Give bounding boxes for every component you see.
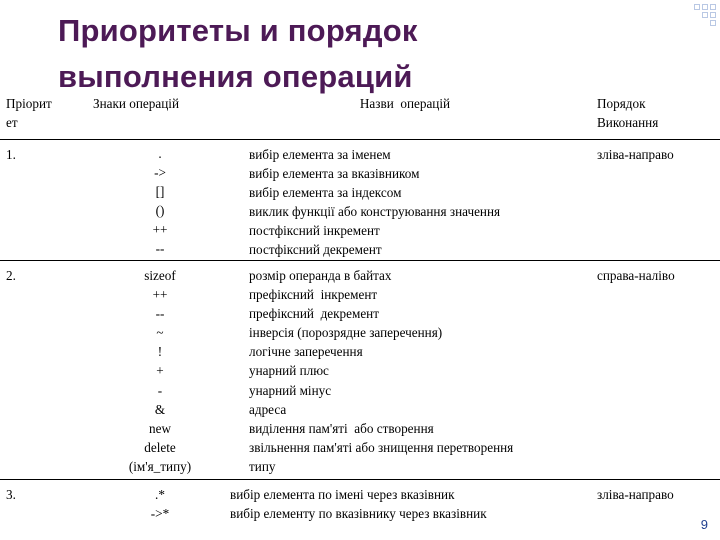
header-priority: Пріорит ет: [6, 96, 52, 131]
row-order: зліва-направо: [597, 487, 674, 502]
header-signs: Знаки операцій: [93, 96, 180, 111]
row-order: зліва-направо: [597, 147, 674, 162]
row-names: вибір елемента по імені через вказівник вибір елементу по вказівнику через вказівник: [230, 487, 487, 522]
corner-decoration: [694, 4, 716, 26]
row-order: справа-наліво: [597, 268, 675, 283]
row-names: вибір елемента за іменем вибір елемента за вказівником вибір елемента за індексом виклик функції або конструювання значення постфіксний інкремент постфіксний декремент: [249, 147, 501, 258]
row-priority: 2.: [6, 268, 16, 283]
row-signs: . -> [] () ++ --: [152, 146, 168, 257]
table-rule-header: [0, 139, 720, 140]
table-rule-row1: [0, 260, 720, 261]
row-names: розмір операнда в байтах префіксний інкремент префіксний декремент інверсія (порозрядне заперечення) логічне заперечення унарний плюс унарний мінус адреса виділення пам'яті або створення звільнення пам'яті або знищення перетворення типу: [249, 268, 514, 474]
title-line-2: выполнения операций: [58, 59, 413, 94]
header-order: Порядок Виконання: [597, 96, 659, 131]
row-signs: .* ->*: [150, 487, 170, 522]
row-signs: sizeof ++ -- ~ ! + - & new delete (ім'я_типу): [128, 268, 192, 474]
header-names: Назви операцій: [359, 96, 451, 111]
title-line-1: Приоритеты и порядок: [58, 13, 418, 48]
row-priority: 1.: [6, 147, 16, 162]
slide-number: 9: [700, 517, 708, 532]
slide-title: [58, 8, 418, 100]
row-priority: 3.: [6, 487, 16, 502]
table-rule-row2: [0, 479, 720, 480]
